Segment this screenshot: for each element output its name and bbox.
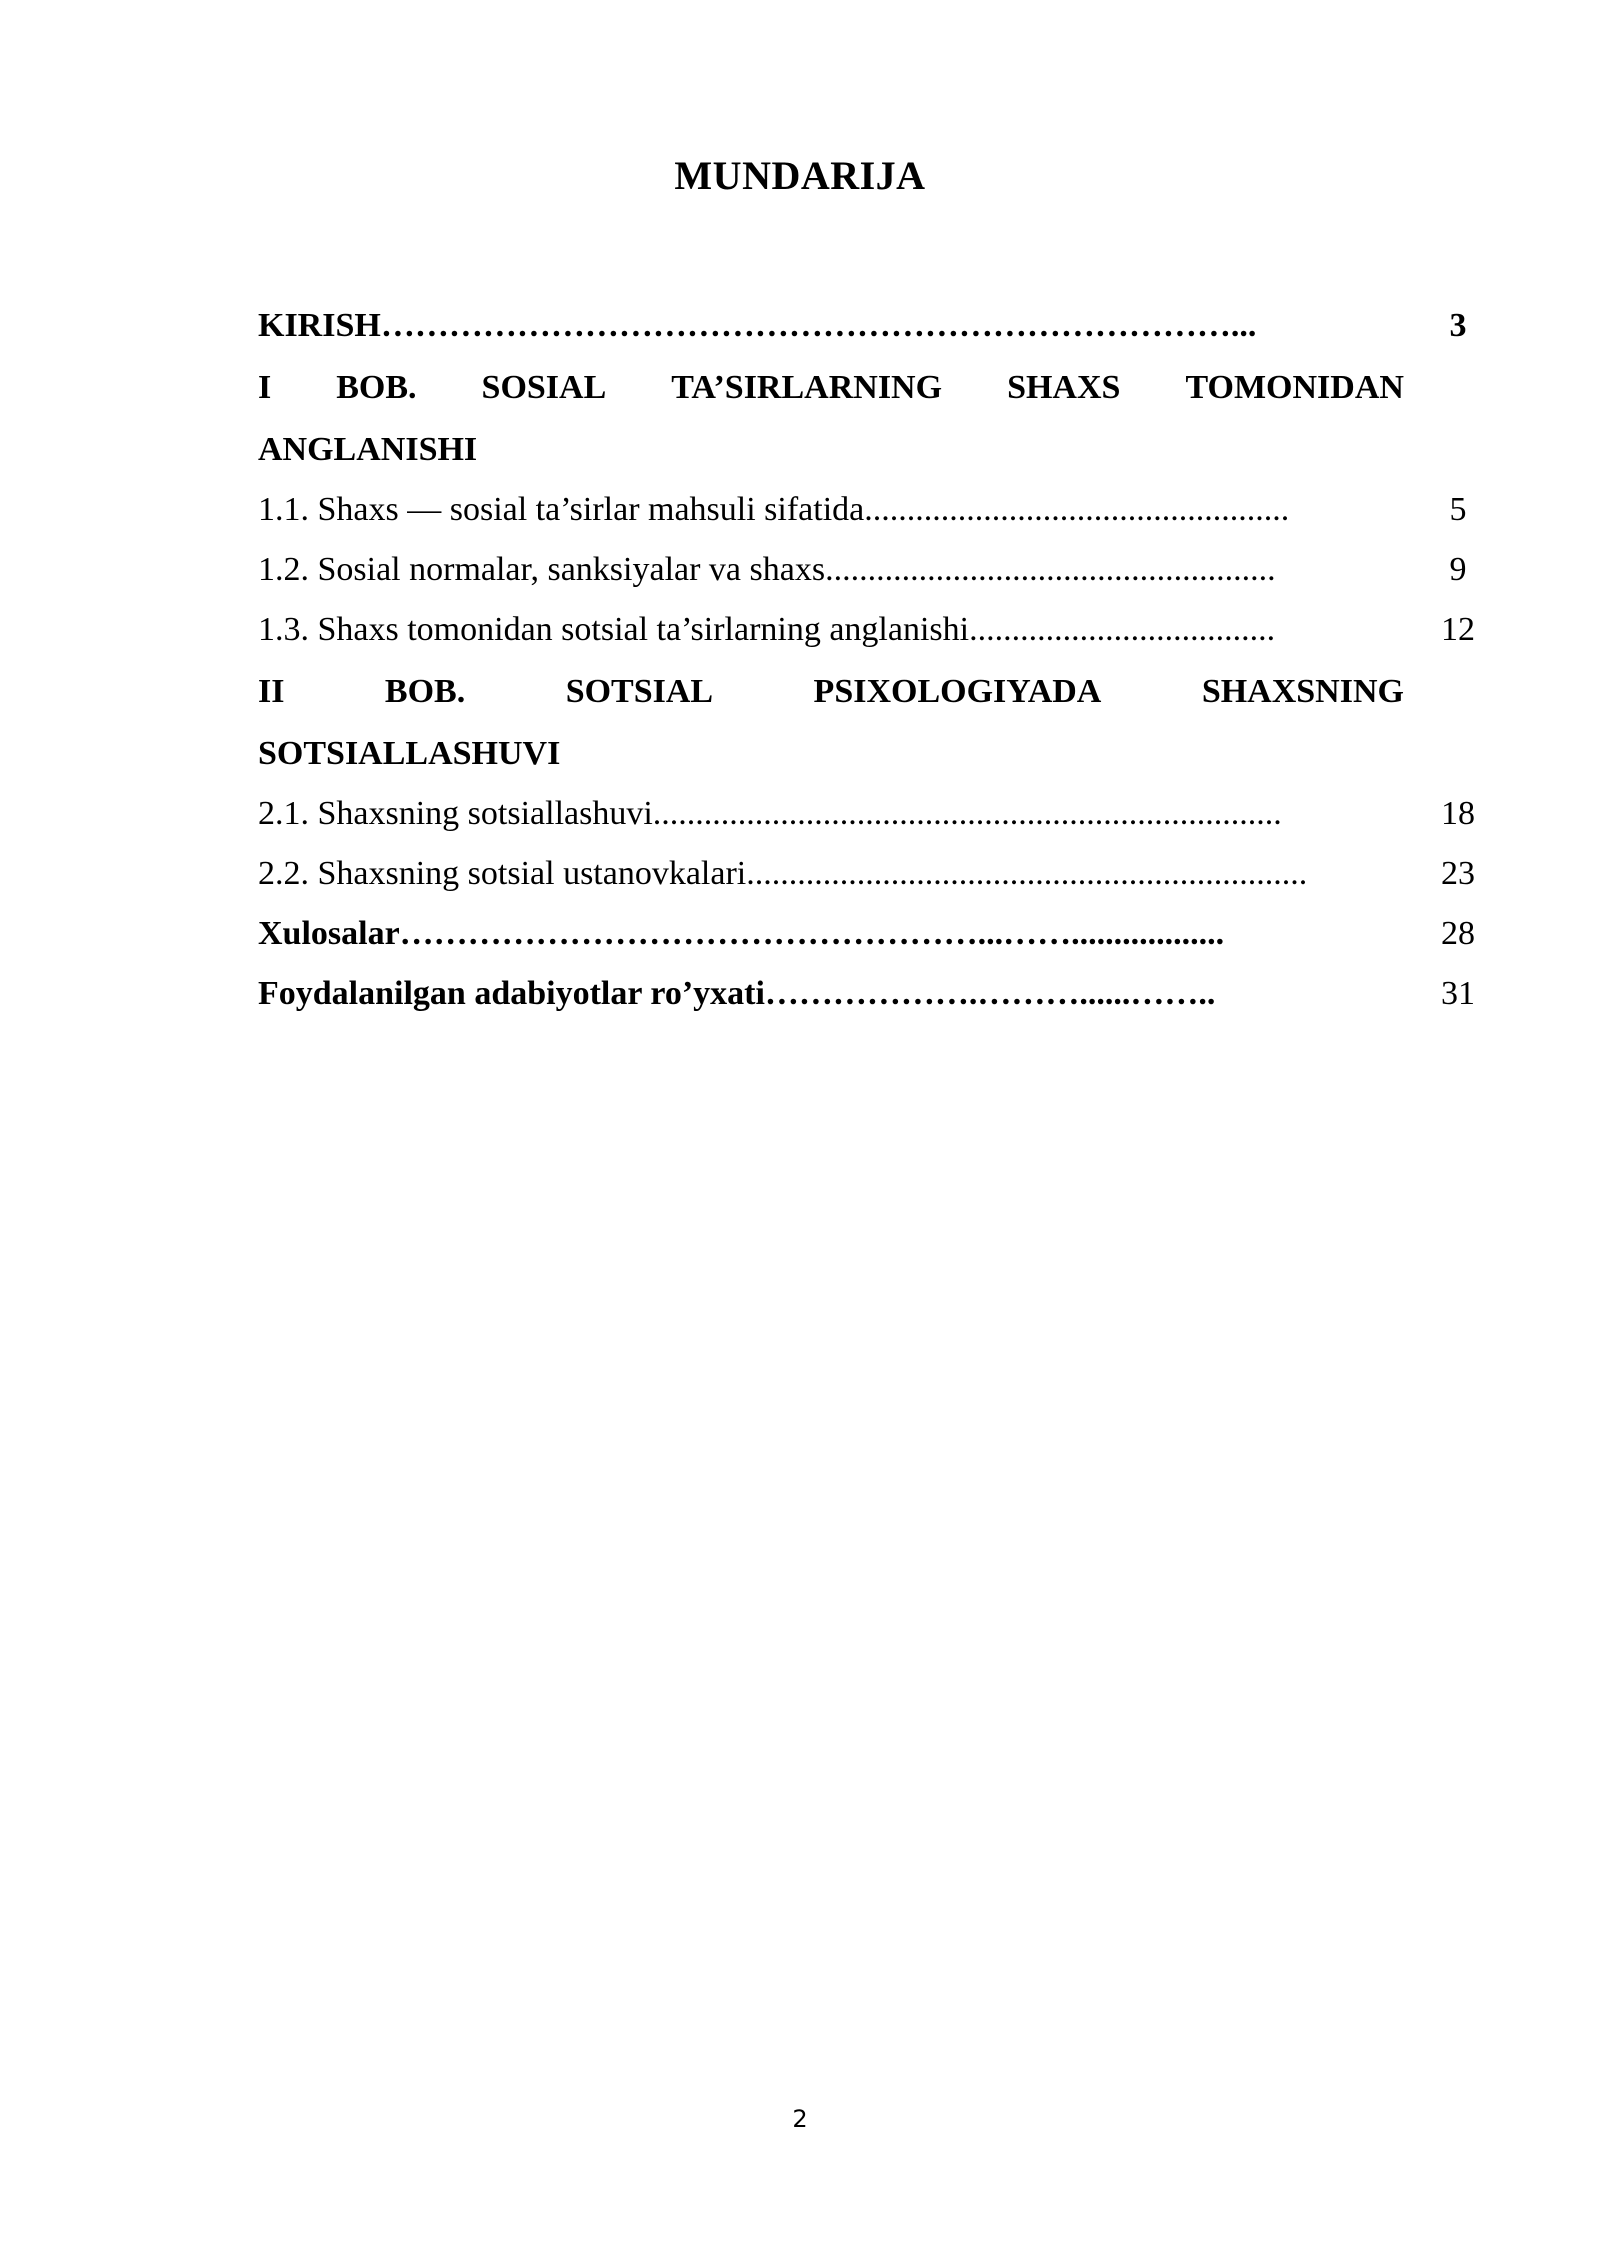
toc-page-number: 12	[1441, 611, 1475, 648]
chapter-word: SOTSIAL	[565, 673, 714, 710]
chapter-word: PSIXOLOGIYADA	[813, 673, 1102, 710]
chapter-word: SHAXSNING	[1201, 673, 1404, 710]
toc-entry-text: 1.2. Sosial normalar, sanksiyalar va shaxs.....................................................	[258, 551, 1276, 588]
toc-entry-text: 1.3. Shaxs tomonidan sotsial ta’sirlarning anglanishi....................................	[258, 611, 1276, 648]
toc-page-number: 18	[1441, 795, 1475, 832]
toc-page-number: 23	[1441, 855, 1475, 892]
chapter-word: I	[258, 369, 272, 406]
chapter-word: TOMONIDAN	[1185, 369, 1404, 406]
chapter-heading-line: SOTSIALLASHUVI	[258, 735, 561, 772]
toc-entry-text: KIRISH…………………………………………………………………...	[258, 307, 1257, 344]
page-title: MUNDARIJA	[674, 153, 926, 198]
toc-entry-1-1	[258, 480, 1498, 540]
toc-entry-xulosalar	[258, 904, 1498, 964]
toc-page-number: 28	[1441, 915, 1475, 952]
chapter-word: II	[258, 673, 285, 710]
toc-chapter-2	[258, 660, 1404, 784]
toc-chapter-1	[258, 356, 1404, 480]
toc-entry-2-2	[258, 844, 1498, 904]
chapter-heading-line	[258, 660, 1404, 724]
toc-page-number: 5	[1449, 491, 1467, 528]
page-number: 2	[792, 2105, 808, 2133]
chapter-heading-line: ANGLANISHI	[258, 431, 478, 468]
toc-entry-text: 2.2. Shaxsning sotsial ustanovkalari..................................................................	[258, 855, 1308, 892]
chapter-word: TA’SIRLARNING	[671, 369, 943, 406]
toc-entry-1-3	[258, 600, 1498, 660]
chapter-word: SOSIAL	[481, 369, 607, 406]
chapter-word: BOB.	[384, 673, 466, 710]
toc-page-number: 9	[1449, 551, 1467, 588]
toc-entry-text: Foydalanilgan adabiyotlar ro’yxati……………….………......……..	[258, 975, 1216, 1012]
toc-entry-2-1	[258, 784, 1498, 844]
toc-entry-1-2	[258, 540, 1498, 600]
toc-page-number: 31	[1441, 975, 1475, 1012]
table-of-contents	[258, 296, 1498, 1024]
chapter-heading-line	[258, 356, 1404, 420]
chapter-word: BOB.	[336, 369, 417, 406]
toc-entry-adabiyotlar	[258, 964, 1498, 1024]
toc-entry-text: Xulosalar……………………………………………...……..................	[258, 915, 1225, 952]
toc-entry-kirish	[258, 296, 1498, 356]
toc-entry-text: 1.1. Shaxs — sosial ta’sirlar mahsuli sifatida..................................................	[258, 491, 1290, 528]
toc-page-number: 3	[1449, 307, 1467, 344]
toc-entry-text: 2.1. Shaxsning sotsiallashuvi..........................................................................	[258, 795, 1282, 832]
chapter-word: SHAXS	[1007, 369, 1121, 406]
